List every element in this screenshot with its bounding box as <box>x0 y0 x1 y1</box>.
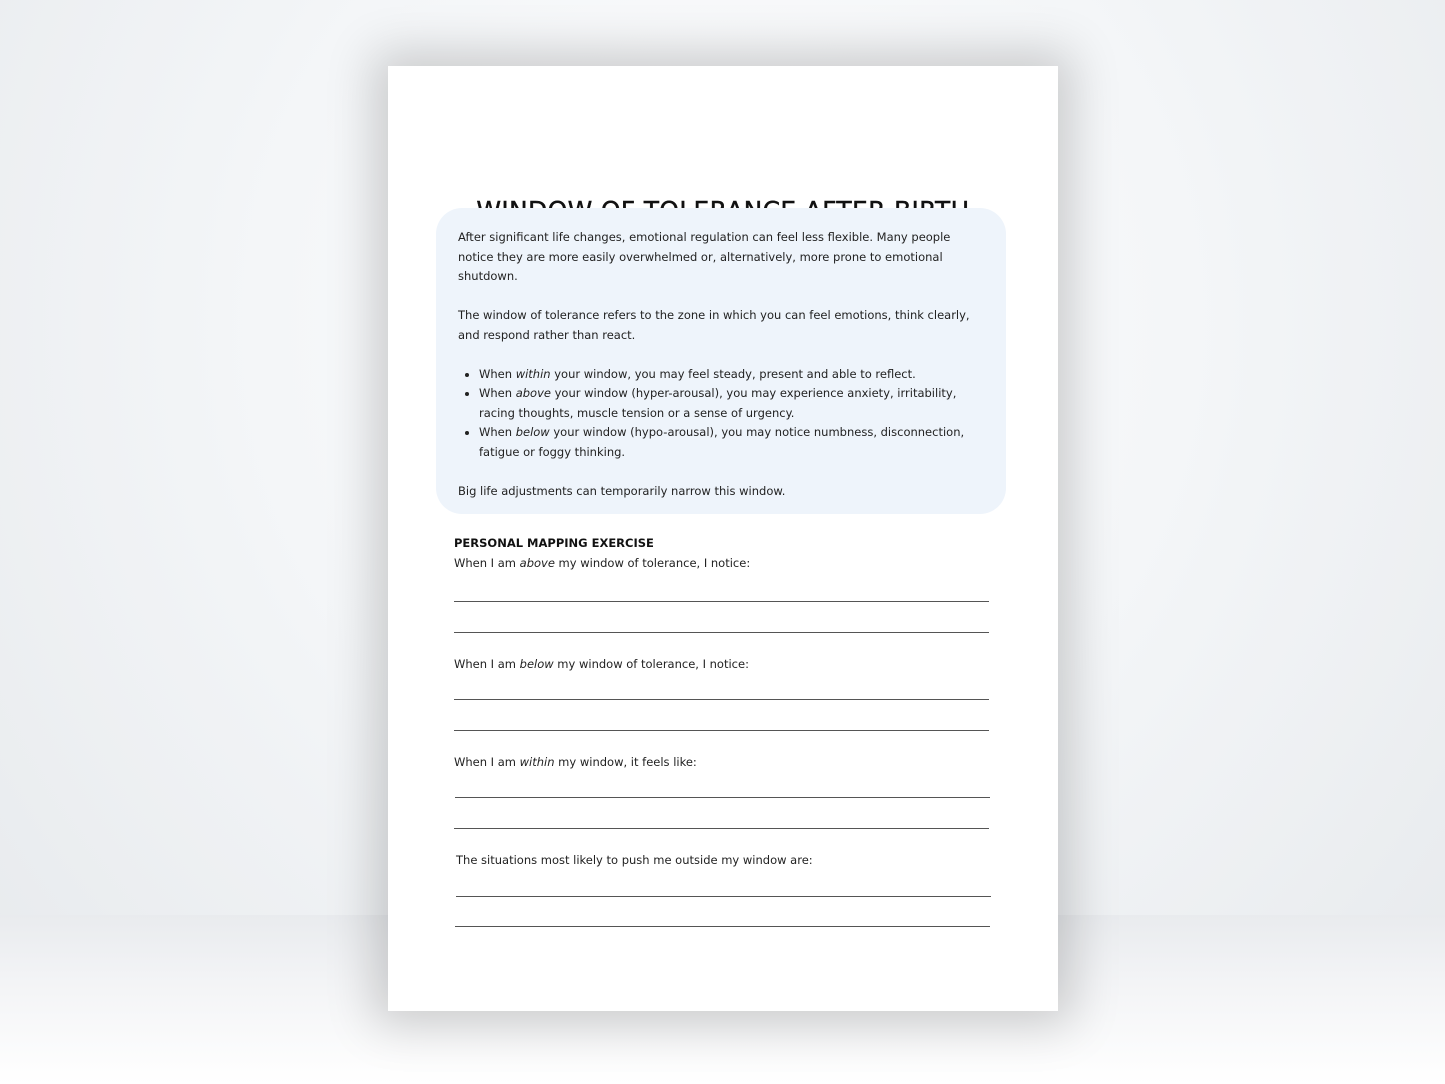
prompt-situations: The situations most likely to push me outside my window are: <box>456 853 813 867</box>
exercise-heading: PERSONAL MAPPING EXERCISE <box>454 536 654 550</box>
answer-line-within-1[interactable] <box>455 797 990 798</box>
answer-line-situations-2[interactable] <box>455 926 990 927</box>
answer-line-above-1[interactable] <box>454 601 989 602</box>
intro-bullet-below: • When below your window (hypo-arousal), you may notice numbness, disconnection, fatigue or foggy thinking. <box>479 423 984 462</box>
worksheet-page <box>388 66 1058 1011</box>
intro-bullet-above: • When above your window (hyper-arousal), you may experience anxiety, irritability, racing thoughts, muscle tension or a sense of urgency. <box>479 384 984 423</box>
intro-box <box>436 208 1006 514</box>
answer-line-situations-1[interactable] <box>456 896 991 897</box>
answer-line-above-2[interactable] <box>454 632 989 633</box>
answer-line-below-1[interactable] <box>454 699 989 700</box>
intro-paragraph-2: The window of tolerance refers to the zone in which you can feel emotions, think clearly, and respond rather than react. <box>458 308 970 342</box>
intro-paragraph-1: After significant life changes, emotional regulation can feel less flexible. Many people notice they are more easily overwhelmed or, alternatively, more prone to emotional shutdown. <box>458 230 951 283</box>
answer-line-below-2[interactable] <box>454 730 989 731</box>
answer-line-within-2[interactable] <box>454 828 989 829</box>
prompt-below: When I am below my window of tolerance, I notice: <box>454 657 749 671</box>
prompt-above: When I am above my window of tolerance, I notice: <box>454 556 751 570</box>
intro-bullet-list <box>458 365 984 463</box>
intro-bullet-within: • When within your window, you may feel steady, present and able to reflect. <box>479 365 984 385</box>
intro-closing: Big life adjustments can temporarily narrow this window. <box>458 483 786 498</box>
prompt-within: When I am within my window, it feels like: <box>454 755 697 769</box>
